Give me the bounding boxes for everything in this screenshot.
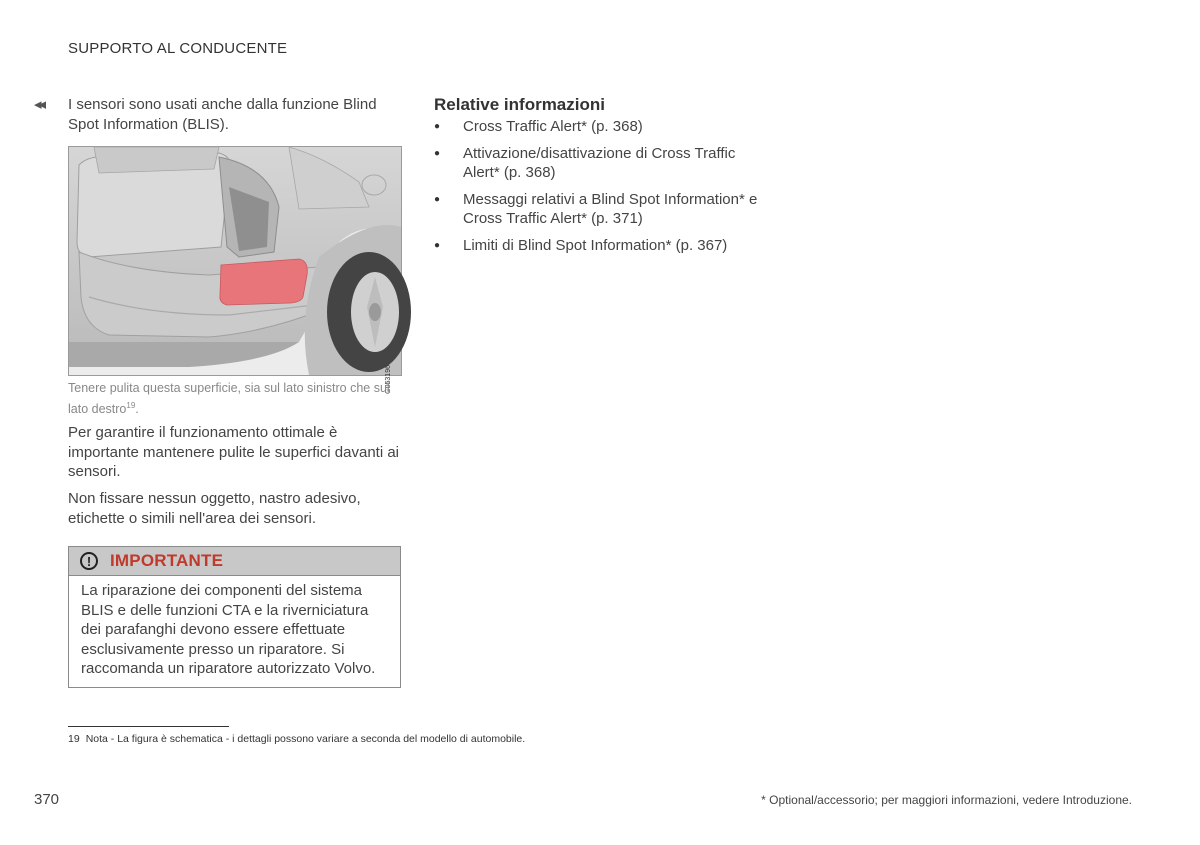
related-link[interactable]: ● Messaggi relativi a Blind Spot Information* e Cross Traffic Alert* (p. 371) xyxy=(434,190,774,229)
footnote-text: Nota - La figura è schematica - i dettagli possono variare a seconda del modello di automobile. xyxy=(85,733,526,745)
notice-header xyxy=(69,547,400,576)
paragraph-no-objects: Non fissare nessun oggetto, nastro adesivo, etichette o simili nell'area dei sensori. xyxy=(68,490,361,527)
related-link[interactable]: ● Attivazione/disattivazione di Cross Traffic Alert* (p. 368) xyxy=(434,144,774,183)
exclamation-icon: ! xyxy=(80,552,98,570)
section-header: SUPPORTO AL CONDUCENTE xyxy=(68,40,288,57)
optional-note: * Optional/accessorio; per maggiori informazioni, vedere Introduzione. xyxy=(761,793,1132,807)
caption-footnote-ref[interactable]: 19 xyxy=(126,401,136,410)
notice-title: IMPORTANTE xyxy=(110,551,224,570)
related-info-title: Relative informazioni xyxy=(434,95,605,114)
footnote xyxy=(68,733,525,745)
paragraph-clean-sensors: Per garantire il funzionamento ottimale è importante mantenere pulite le superfici davanti ai sensori. xyxy=(68,424,400,480)
page-number: 370 xyxy=(34,791,60,808)
figure-code: G053196 xyxy=(385,365,392,394)
notice-body: La riparazione dei componenti del sistema BLIS e delle funzioni CTA e la riverniciatura dei parafanghi devono essere effettuate esclusivamente presso un riparatore. Si raccomanda un riparatore autorizzato Volvo. xyxy=(81,582,376,677)
sensor-area-highlight xyxy=(220,259,307,305)
footnote-divider xyxy=(68,726,229,727)
figure-caption: Tenere pulita questa superficie, sia sul lato sinistro che sul lato destro$^{19}$. xyxy=(68,381,390,417)
bumper-sensor-figure xyxy=(68,146,402,394)
related-link[interactable]: ● Cross Traffic Alert* (p. 368) xyxy=(434,117,774,137)
related-info-list xyxy=(434,117,774,262)
car-rear-illustration xyxy=(69,147,401,375)
continuation-icon: ◂◂ xyxy=(34,96,44,113)
intro-text: I sensori sono usati anche dalla funzione Blind Spot Information (BLIS). xyxy=(68,96,377,133)
footnote-number: 19 xyxy=(68,733,80,745)
important-notice xyxy=(68,546,401,688)
related-link[interactable]: ● Limiti di Blind Spot Information* (p. 367) xyxy=(434,236,774,256)
figure-caption-text: Tenere pulita questa superficie, sia sul lato sinistro che sul lato destro xyxy=(68,381,390,417)
